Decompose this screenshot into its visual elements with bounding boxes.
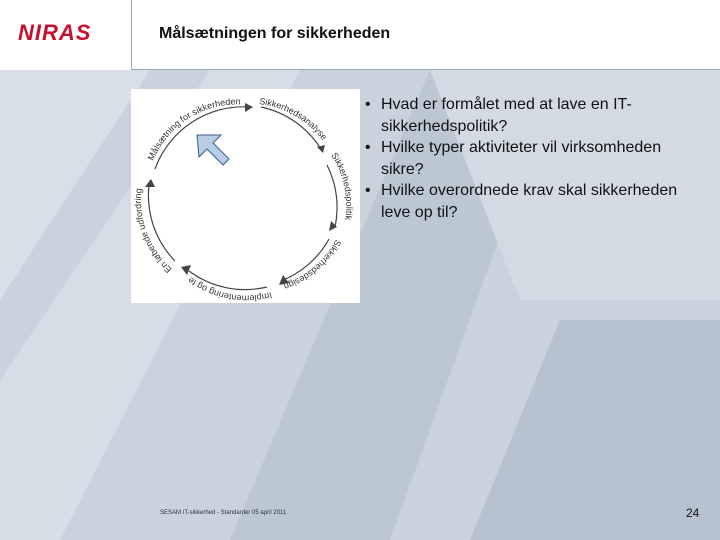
- security-cycle-diagram: [131, 89, 360, 303]
- cycle-arc-3: [327, 165, 337, 227]
- cycle-label-analysis: Sikkerhedsanalyse: [258, 96, 330, 142]
- arrowhead-icon: [317, 145, 325, 153]
- footer-text: SESAM IT-sikkerhed - Standarder 05 april 2011: [160, 510, 287, 516]
- bullet-item: • Hvad er formålet med at lave en IT-sikkerhedspolitik?: [363, 94, 693, 137]
- up-left-arrow-icon: [197, 135, 229, 165]
- cycle-diagram-svg: [131, 89, 360, 303]
- bullet-item: • Hvilke typer aktiviteter vil virksomheden sikre?: [363, 137, 693, 180]
- arrowhead-icon: [245, 103, 253, 112]
- page-number: 24: [686, 506, 700, 520]
- bullet-list: [363, 94, 693, 223]
- logo-area: [0, 0, 131, 70]
- niras-logo: NIRAS: [18, 20, 92, 45]
- cycle-label-design: Sikkerhedsdesign: [282, 238, 344, 292]
- header-divider-vertical: [131, 0, 132, 70]
- arrowhead-icon: [181, 265, 191, 275]
- bullet-item: • Hvilke overordnede krav skal sikkerheden leve op til?: [363, 180, 693, 223]
- cycle-label-implementation: Implementering og te: [185, 275, 274, 303]
- cycle-label-goal: Målsætning for sikkerheden: [145, 96, 241, 162]
- slide-title: Målsætningen for sikkerheden: [159, 25, 391, 42]
- arrowhead-icon: [145, 179, 155, 187]
- cycle-label-policy: Sikkerhedspolitik: [329, 150, 355, 221]
- cycle-label-challenge: En løbende udfordring: [132, 187, 174, 275]
- header-divider-horizontal: [131, 69, 720, 70]
